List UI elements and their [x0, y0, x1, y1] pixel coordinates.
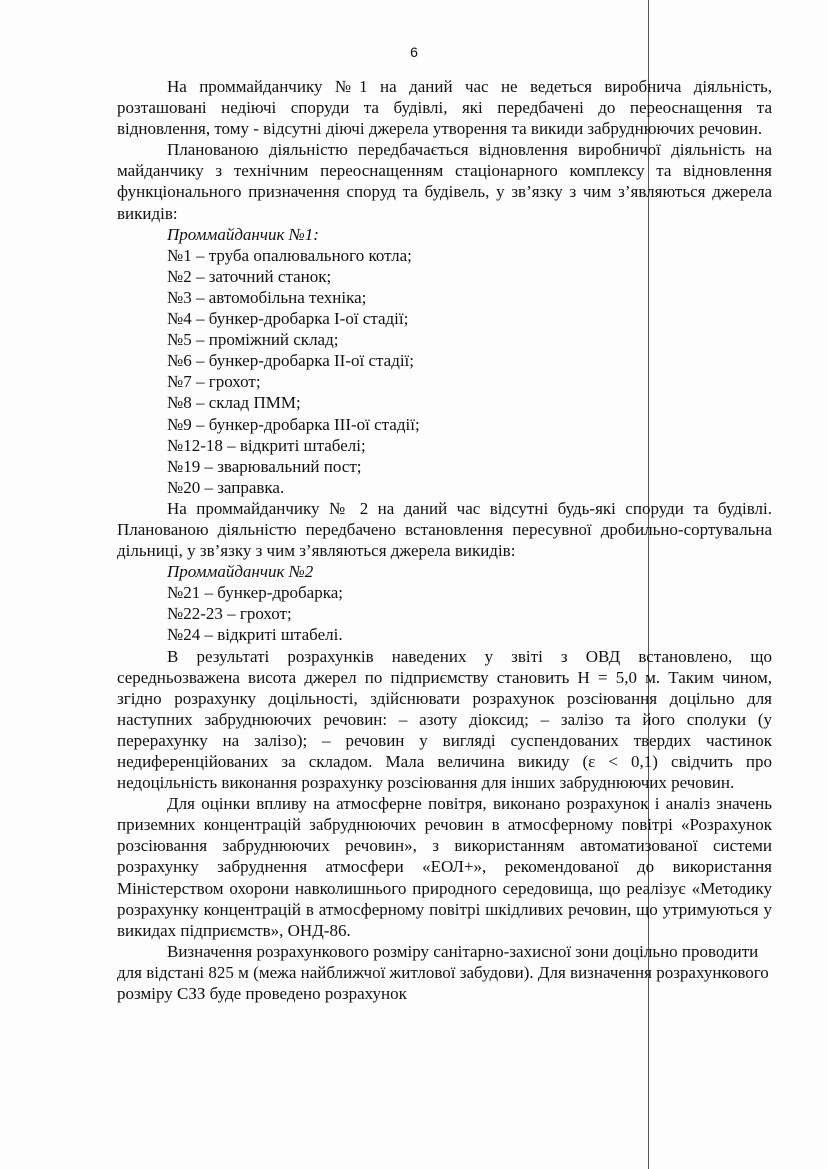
page-number: 6: [410, 44, 418, 60]
paragraph-calculation-results: В результаті розрахунків наведених у звіті з ОВД встановлено, що середньозважена висота джерел по підприємству становить Н = 5,0 м. Таким чином, згідно розрахунку доцільності, здійснювати розрахунок розсіювання доцільно для наступних забруднюючих речовин: – азоту діоксид; – залізо та його сполуки (у перерахунку на залізо); – речовин у вигляді суспендованих твердих частинок недиференційованих за складом. Мала величина викиду (ε < 0,1) свідчить про недоцільність виконання розрахунку розсіювання для інших забруднюючих речовин.: [117, 646, 772, 793]
list-item: №8 – склад ПММ;: [167, 393, 301, 413]
list-item: №9 – бункер-дробарка ІІІ-ої стадії;: [167, 414, 420, 434]
document-body: [117, 76, 772, 1004]
site2-heading: Проммайданчик №2: [167, 562, 314, 582]
paragraph-planned-activity: Планованою діяльністю передбачається відновлення виробничої діяльність на майданчику з технічним переоснащенням стаціонарного комплексу та відновлення функціонального призначення споруд та будівель, у зв’язку з чим з’являються джерела викидів:: [117, 140, 772, 223]
list-item: №1 – труба опалювального котла;: [167, 245, 412, 265]
list-item: №21 – бункер-дробарка;: [167, 583, 343, 603]
list-item: №2 – заточний станок;: [167, 266, 332, 286]
site1-heading: Проммайданчик №1:: [167, 224, 319, 244]
list-item: №5 – проміжний склад;: [167, 330, 339, 350]
list-item: №12-18 – відкриті штабелі;: [167, 435, 366, 455]
list-item: №7 – грохот;: [167, 372, 261, 392]
paragraph-atmosphere-assessment: Для оцінки впливу на атмосферне повітря, виконано розрахунок і аналіз значень приземних концентрацій забруднюючих речовин в атмосферному повітрі «Розрахунок розсіювання забруднюючих речовин», з використанням автоматизованої системи розрахунку забруднення атмосфери «ЕОЛ+», рекомендованої до використання Міністерством охорони навколишнього природного середовища, що реалізує «Методику розрахунку концентрацій в атмосферному повітрі шкідливих речовин, що утримуються у викидах підприємств», ОНД-86.: [117, 794, 772, 940]
list-item: №24 – відкриті штабелі.: [167, 625, 343, 645]
list-item: №20 – заправка.: [167, 477, 285, 497]
paragraph-site2-status: На проммайданчику № 2 на даний час відсутні будь-які споруди та будівлі. Планованою діяльністю передбачено встановлення пересувної дробильно-сортувальна дільниці, у зв’язку з чим з’являються джерела викидів:: [117, 498, 772, 561]
paragraph-sanitary-zone: Визначення розрахункового розміру санітарно-захисної зони доцільно проводити для відстані 825 м (межа найближчої житлової забудови). Для визначення розрахункового розміру СЗЗ буде проведено розрахунок: [117, 941, 769, 1004]
list-item: №3 – автомобільна техніка;: [167, 287, 367, 307]
paragraph-site1-status: На проммайданчику №1 на даний час не ведеться виробнича діяльність, розташовані недіючі споруди та будівлі, які передбачені до переоснащення та відновлення, тому - відсутні діючі джерела утворення та викиди забруднюючих речовин.: [117, 77, 772, 139]
list-item: №6 – бункер-дробарка ІІ-ої стадії;: [167, 351, 415, 371]
list-item: №4 – бункер-дробарка І-ої стадії;: [167, 309, 409, 329]
list-item: №19 – зварювальний пост;: [167, 456, 362, 476]
list-item: №22-23 – грохот;: [167, 604, 292, 624]
